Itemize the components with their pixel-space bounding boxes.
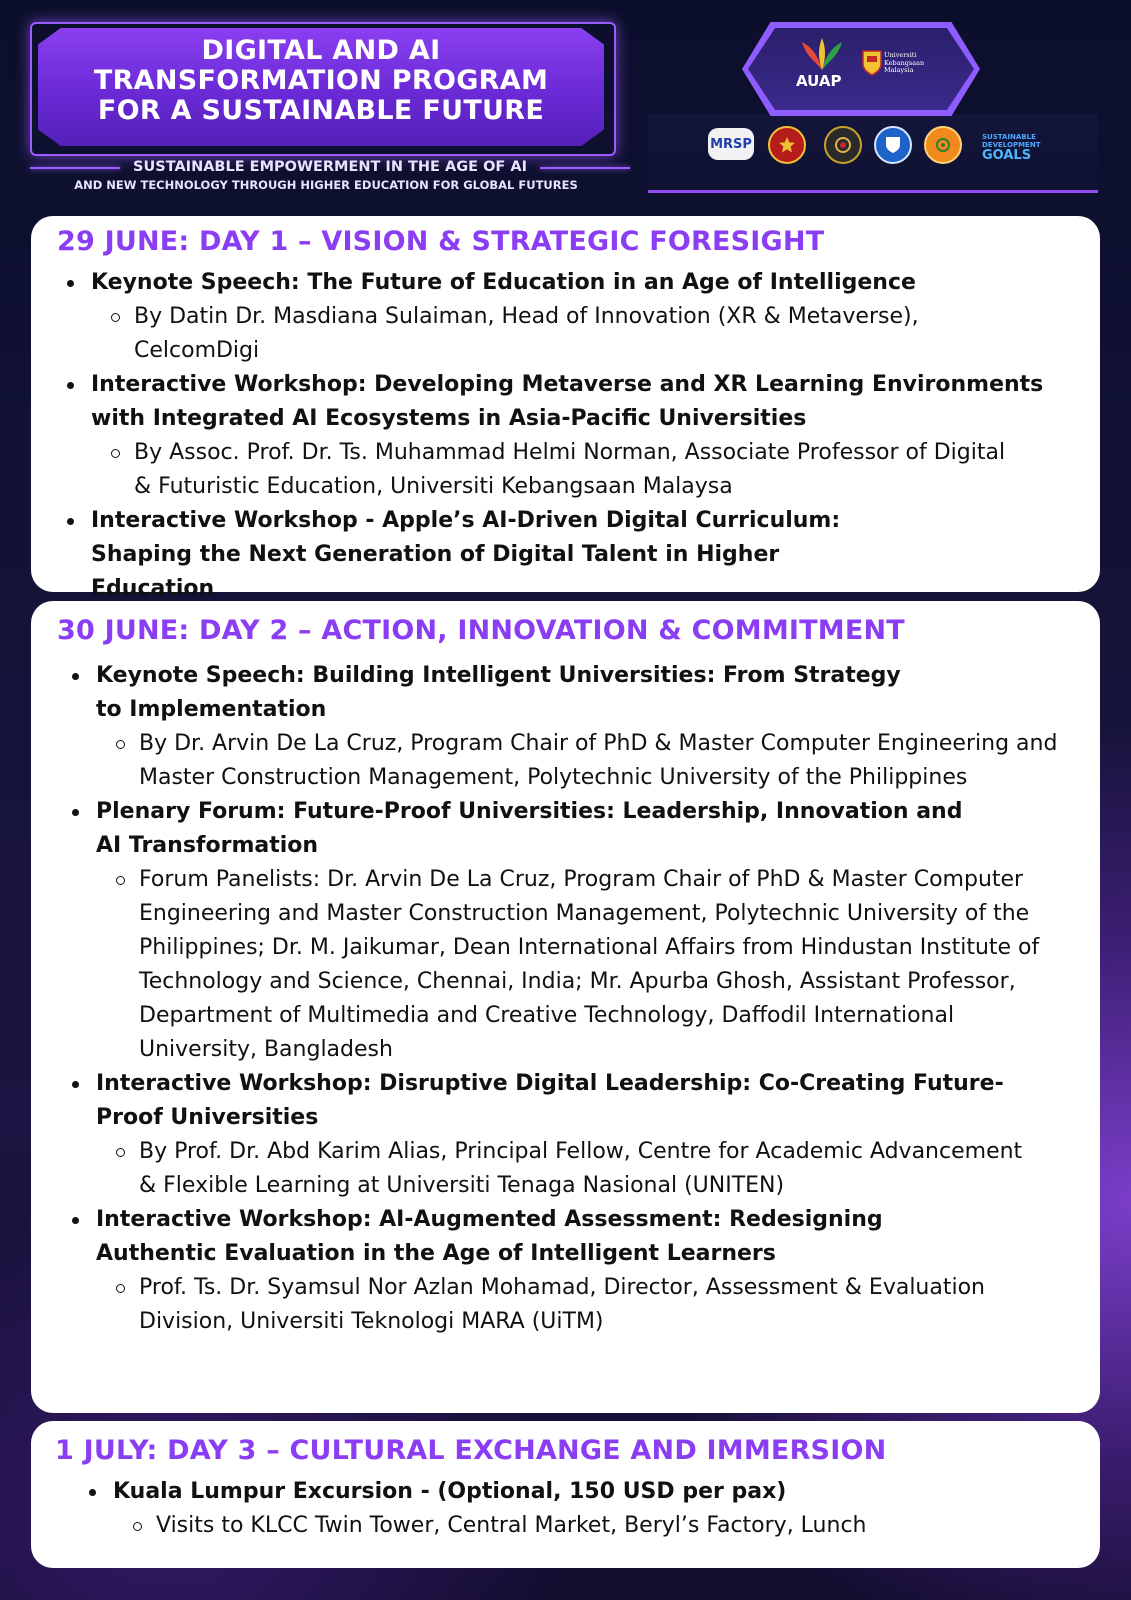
sdg-line-2: DEVELOPMENT (982, 141, 1041, 149)
logo-hex (748, 28, 974, 110)
program-title (38, 36, 604, 126)
agenda-item (91, 266, 1091, 368)
agenda-item-title: Kuala Lumpur Excursion - (Optional, 150 USD per pax) (113, 1475, 1093, 1509)
sdg-line-1: SUSTAINABLE (982, 133, 1036, 141)
agenda-item-title: Keynote Speech: Building Intelligent Universities: From Strategy to Implementation (96, 659, 926, 727)
agenda-item-speaker: By Prof. Dr. Abd Karim Alias, Principal Fellow, Centre for Academic Advancement & Flexible Learning at Universiti Tenaga Nasional (UNITEN) (139, 1135, 1029, 1203)
agenda-item (91, 504, 1091, 606)
day-1-heading: 29 JUNE: DAY 1 – VISION & STRATEGIC FORESIGHT (57, 226, 825, 257)
agenda-item-title: Interactive Workshop: Developing Metaverse and XR Learning Environments with Integrated AI Ecosystems in Asia-Pacific Universities (91, 368, 1091, 436)
agenda-item (96, 795, 1091, 1067)
seal-ring-icon (834, 136, 852, 154)
day-3-agenda-list (113, 1475, 1093, 1543)
shield-seal-icon (874, 126, 912, 164)
agenda-item-title: Keynote Speech: The Future of Education in an Age of Intelligence (91, 266, 1091, 300)
agenda-item (96, 659, 1091, 795)
day-2-agenda-list (96, 659, 1091, 1339)
agenda-item-details: Visits to KLCC Twin Tower, Central Market, Beryl’s Factory, Lunch (156, 1509, 1093, 1543)
wheel-icon (934, 136, 952, 154)
agenda-item (96, 1203, 1091, 1339)
agenda-item (113, 1475, 1093, 1543)
ukm-line-1: Universiti (884, 51, 917, 59)
day-3-heading: 1 JULY: DAY 3 – CULTURAL EXCHANGE AND IMMERSION (55, 1435, 887, 1466)
university-seal-icon (824, 126, 862, 164)
title-line-1: DIGITAL AND AI (201, 35, 441, 66)
shield-icon (885, 136, 901, 154)
mrsp-logo: MRSP (708, 128, 754, 160)
agenda-item-title: Plenary Forum: Future-Proof Universities: Leadership, Innovation and AI Transformation (96, 795, 976, 863)
agenda-item-speaker: By Datin Dr. Masdiana Sulaiman, Head of Innovation (XR & Metaverse), CelcomDigi (134, 300, 994, 368)
sdg-logo (982, 133, 1040, 162)
day-2-heading: 30 JUNE: DAY 2 – ACTION, INNOVATION & COMMITMENT (57, 615, 905, 646)
agenda-item-speaker: Prof. Ts. Dr. Syamsul Nor Azlan Mohamad, Director, Assessment & Evaluation Division, Universiti Teknologi MARA (UiTM) (139, 1271, 1059, 1339)
ukm-line-3: Malaysia (884, 66, 914, 74)
agenda-item (96, 1067, 1091, 1203)
day-2-card (31, 601, 1100, 1413)
ukm-crest-icon (862, 50, 882, 76)
auap-logo-icon (800, 38, 844, 72)
sun-seal-icon (924, 126, 962, 164)
agenda-item-title: Interactive Workshop: Disruptive Digital Leadership: Co-Creating Future-Proof Universities (96, 1067, 1066, 1135)
title-line-3: FOR A SUSTAINABLE FUTURE (97, 95, 545, 126)
agenda-item-speaker: By Dr. Arvin De La Cruz, Program Chair of PhD & Master Computer Engineering and Master Construction Management, Polytechnic University of the Philippines (139, 727, 1079, 795)
star-seal-icon (768, 126, 806, 164)
agenda-item-panelists: Forum Panelists: Dr. Arvin De La Cruz, Program Chair of PhD & Master Computer Engineering and Master Construction Management, Polytechnic University of the Philippines; Dr. M. Jaikumar, Dean International Affairs from Hindustan Institute of Technology and Science, Chennai, India; Mr. Apurba Ghosh, Assistant Professor, Department of Multimedia and Creative Technology, Daffodil International University, Bangladesh (139, 863, 1069, 1067)
day-1-card (31, 216, 1100, 601)
program-tagline: AND NEW TECHNOLOGY THROUGH HIGHER EDUCATION FOR GLOBAL FUTURES (74, 178, 578, 192)
program-subtitle: SUSTAINABLE EMPOWERMENT IN THE AGE OF AI (133, 159, 527, 175)
ukm-logo-text (884, 52, 924, 75)
auap-logo-text: AUAP (796, 72, 842, 90)
sdg-line-3: GOALS (982, 148, 1032, 163)
star-icon (778, 136, 796, 154)
agenda-item-title: Interactive Workshop - Apple’s AI-Driven Digital Curriculum: Shaping the Next Generation of Digital Talent in Higher Education (91, 504, 881, 606)
agenda-item-title: Interactive Workshop: AI-Augmented Assessment: Redesigning Authentic Evaluation in the Age of Intelligent Learners (96, 1203, 996, 1271)
day-1-agenda-list (91, 266, 1091, 606)
agenda-item (91, 368, 1091, 504)
title-line-2: TRANSFORMATION PROGRAM (93, 65, 549, 96)
ukm-line-2: Kebangsaan (884, 58, 925, 67)
agenda-item-speaker: By Assoc. Prof. Dr. Ts. Muhammad Helmi Norman, Associate Professor of Digital & Futuristic Education, Universiti Kebangsaan Malaysa (134, 436, 1014, 504)
day-3-card (31, 1421, 1100, 1568)
